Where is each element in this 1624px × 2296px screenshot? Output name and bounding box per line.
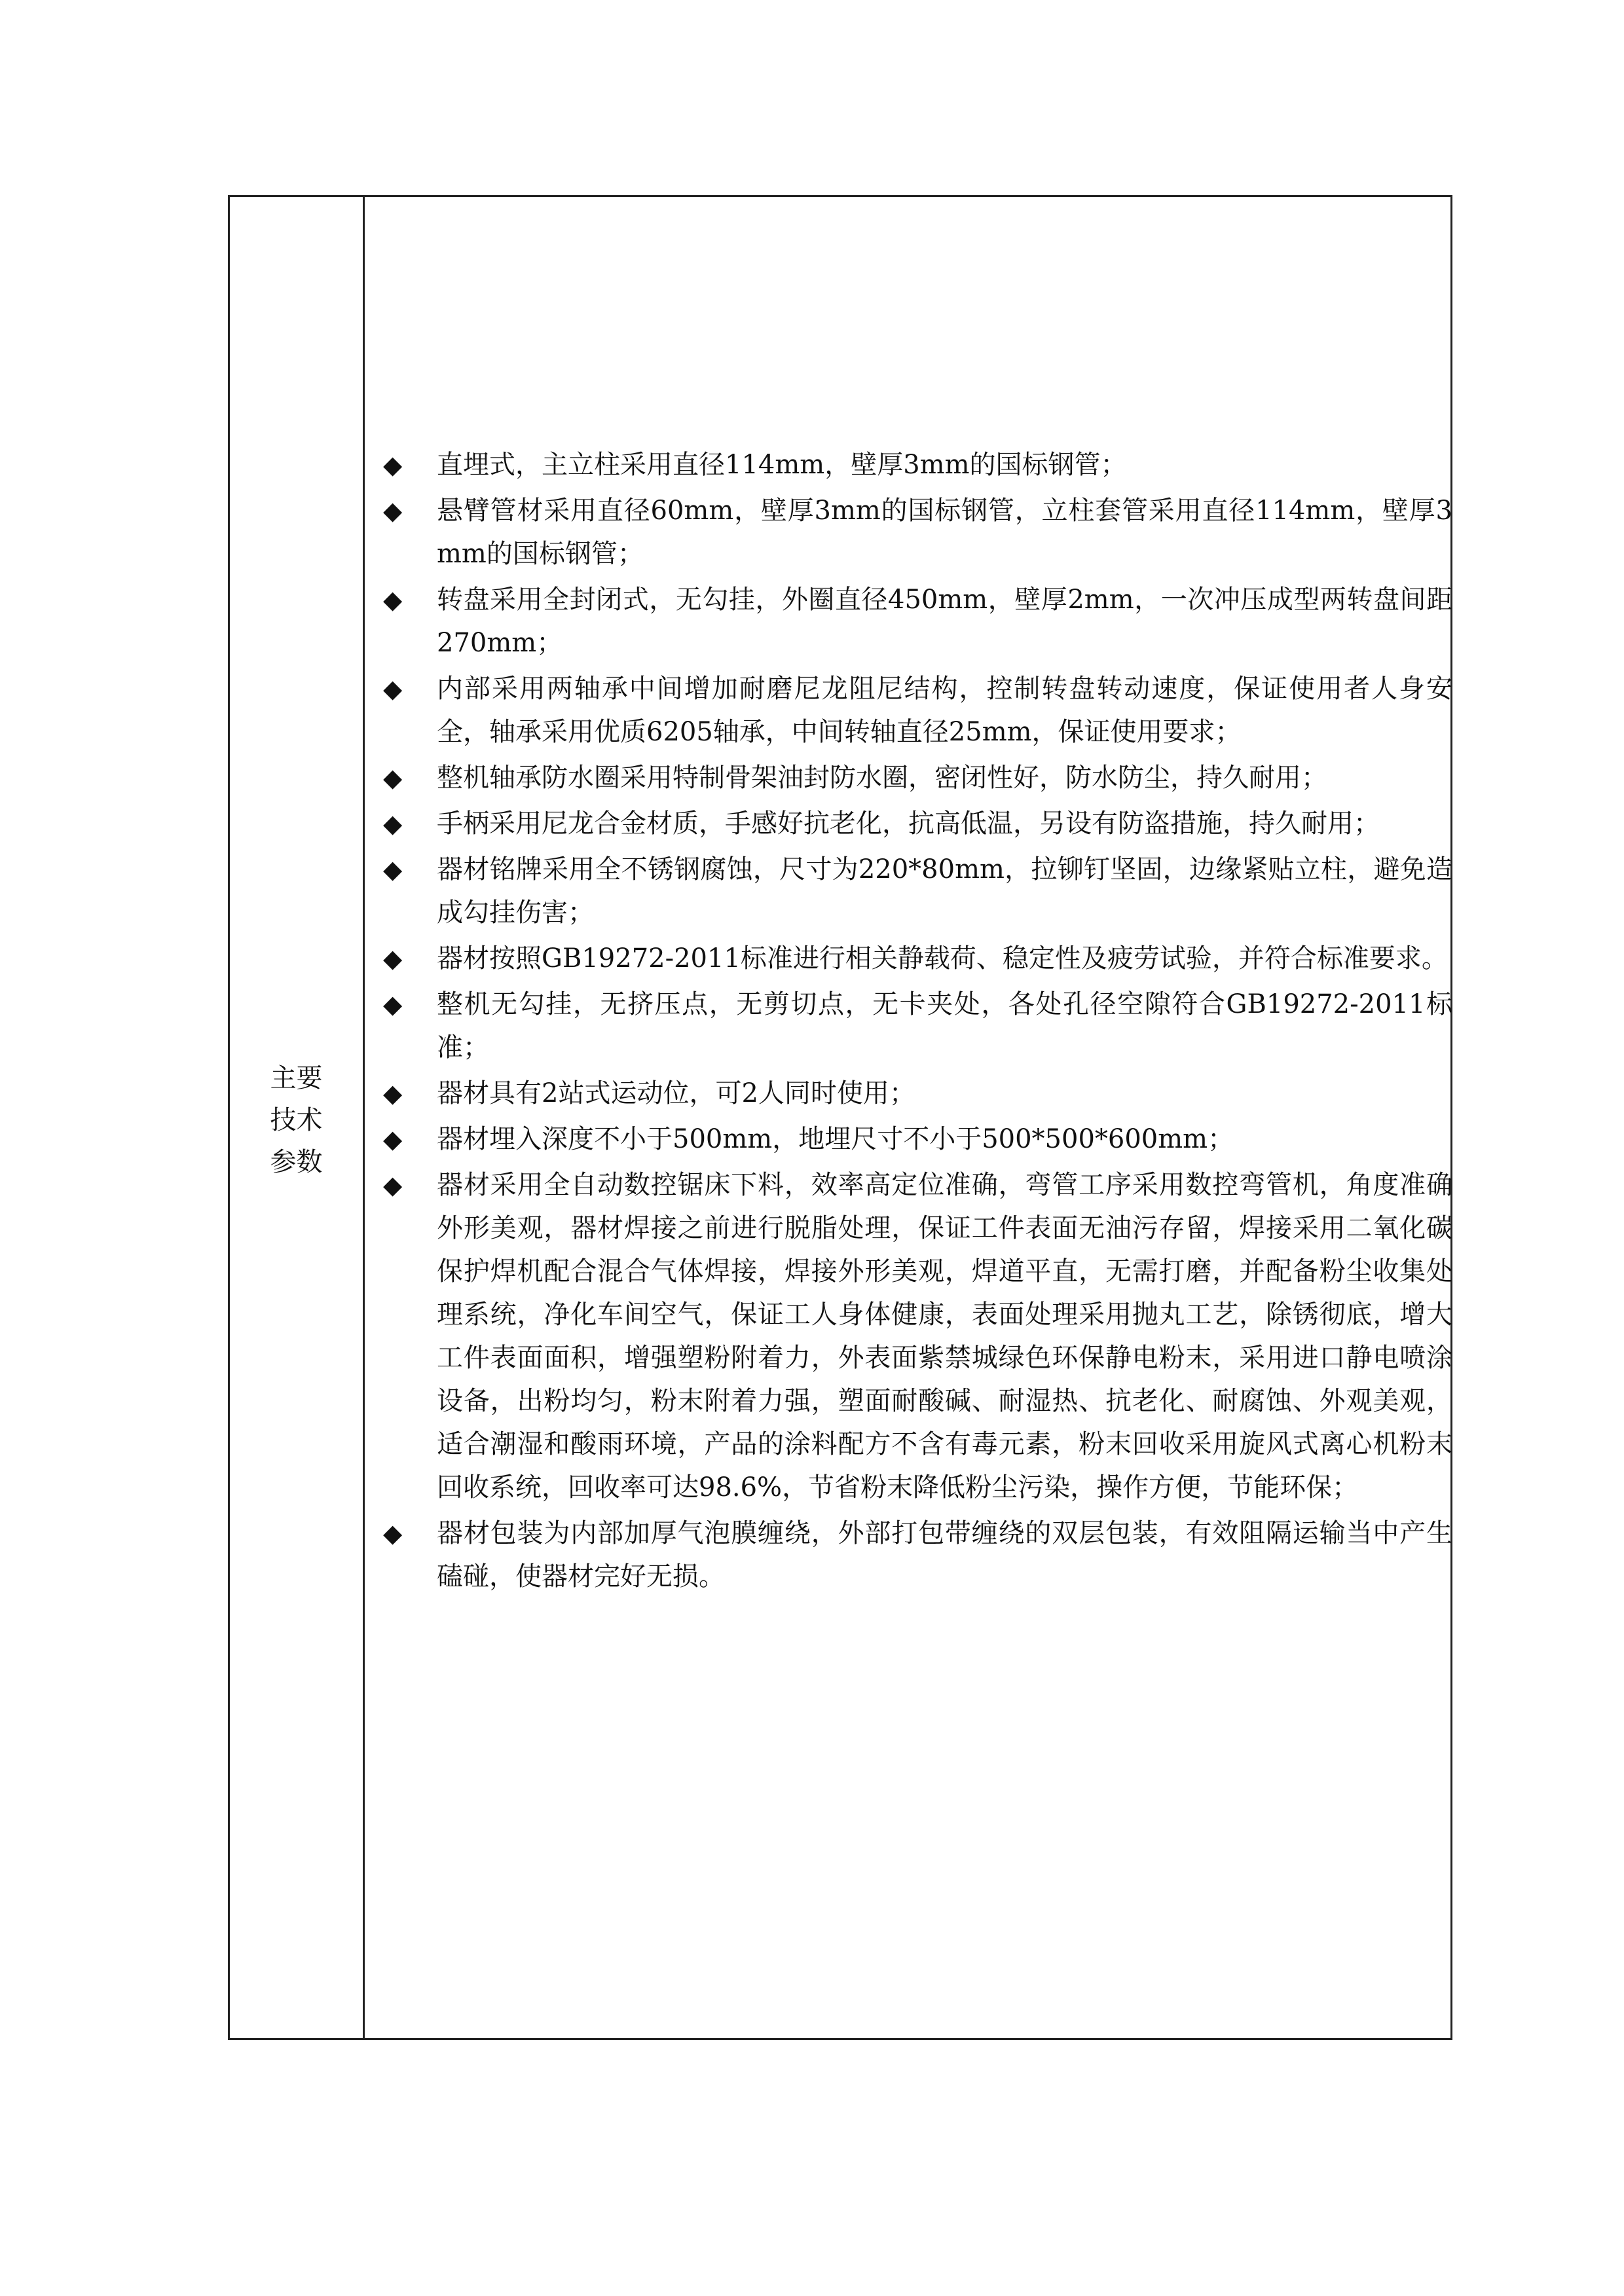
section-label: 主要技术参数: [270, 1063, 323, 1177]
spec-list: [365, 443, 1452, 1601]
spec-item: [365, 489, 1452, 575]
diamond-bullet-icon: ◆: [383, 496, 403, 525]
spec-item-text: 器材铭牌采用全不锈钢腐蚀，尺寸为220*80mm，拉铆钉坚固，边缘紧贴立柱，避免造成勾挂伤害；: [437, 854, 1452, 928]
spec-item-text: 转盘采用全封闭式，无勾挂，外圈直径450mm，壁厚2mm，一次冲压成型两转盘间距270mm；: [437, 585, 1452, 658]
spec-item-text: 器材包装为内部加厚气泡膜缠绕，外部打包带缠绕的双层包装，有效阻隔运输当中产生磕碰，使器材完好无损。: [437, 1518, 1452, 1592]
spec-item: [365, 578, 1452, 665]
spec-item-text: 器材采用全自动数控锯床下料，效率高定位准确，弯管工序采用数控弯管机，角度准确外形美观，器材焊接之前进行脱脂处理，保证工件表面无油污存留，焊接采用二氧化碳保护焊机配合混合气体焊接，焊接外形美观，焊道平直，无需打磨，并配备粉尘收集处理系统，净化车间空气，保证工人身体健康，表面处理采用抛丸工艺，除锈彻底，增大工件表面面积，增强塑粉附着力，外表面紫禁城绿色环保静电粉末，采用进口静电喷涂设备，出粉均匀，粉末附着力强，塑面耐酸碱、耐湿热、抗老化、耐腐蚀、外观美观，适合潮湿和酸雨环境，产品的涂料配方不含有毒元素，粉末回收采用旋风式离心机粉末回收系统，回收率可达98.6%，节省粉末降低粉尘污染，操作方便，节能环保；: [437, 1170, 1452, 1503]
spec-item: [365, 1072, 1452, 1115]
spec-item: [365, 1512, 1452, 1598]
diamond-bullet-icon: ◆: [383, 450, 403, 479]
spec-table: [228, 195, 1452, 2040]
diamond-bullet-icon: ◆: [383, 585, 403, 614]
spec-item-text: 器材埋入深度不小于500mm，地埋尺寸不小于500*500*600mm；: [437, 1124, 1234, 1154]
diamond-bullet-icon: ◆: [383, 674, 403, 703]
diamond-bullet-icon: ◆: [383, 1079, 403, 1108]
spec-item: [365, 756, 1452, 799]
spec-item-text: 悬臂管材采用直径60mm，壁厚3mm的国标钢管，立柱套管采用直径114mm，壁厚3mm的国标钢管；: [437, 496, 1452, 569]
label-cell: [230, 197, 365, 2038]
spec-item: [365, 1163, 1452, 1509]
spec-item: [365, 983, 1452, 1069]
diamond-bullet-icon: ◆: [383, 809, 403, 838]
spec-item-text: 器材具有2站式运动位，可2人同时使用；: [437, 1078, 915, 1108]
diamond-bullet-icon: ◆: [383, 1125, 403, 1154]
spec-item: [365, 443, 1452, 486]
spec-item: [365, 848, 1452, 934]
diamond-bullet-icon: ◆: [383, 1519, 403, 1548]
spec-item: [365, 802, 1452, 845]
spec-item: [365, 937, 1452, 980]
spec-item-text: 手柄采用尼龙合金材质，手感好抗老化，抗高低温，另设有防盗措施，持久耐用；: [437, 809, 1380, 839]
diamond-bullet-icon: ◆: [383, 855, 403, 884]
spec-item: [365, 667, 1452, 754]
spec-item: [365, 1118, 1452, 1161]
spec-item-text: 器材按照GB19272-2011标准进行相关静载荷、稳定性及疲劳试验，并符合标准要求。: [437, 943, 1448, 974]
spec-item-text: 直埋式，主立柱采用直径114mm，壁厚3mm的国标钢管；: [437, 450, 1127, 480]
spec-item-text: 内部采用两轴承中间增加耐磨尼龙阻尼结构，控制转盘转动速度，保证使用者人身安全，轴承采用优质6205轴承，中间转轴直径25mm，保证使用要求；: [437, 674, 1452, 747]
diamond-bullet-icon: ◆: [383, 990, 403, 1019]
diamond-bullet-icon: ◆: [383, 763, 403, 792]
spec-item-text: 整机无勾挂，无挤压点，无剪切点，无卡夹处，各处孔径空隙符合GB19272-2011标准；: [437, 989, 1452, 1063]
spec-item-text: 整机轴承防水圈采用特制骨架油封防水圈，密闭性好，防水防尘，持久耐用；: [437, 763, 1327, 793]
diamond-bullet-icon: ◆: [383, 944, 403, 973]
content-cell: [365, 197, 1450, 2038]
diamond-bullet-icon: ◆: [383, 1171, 403, 1199]
